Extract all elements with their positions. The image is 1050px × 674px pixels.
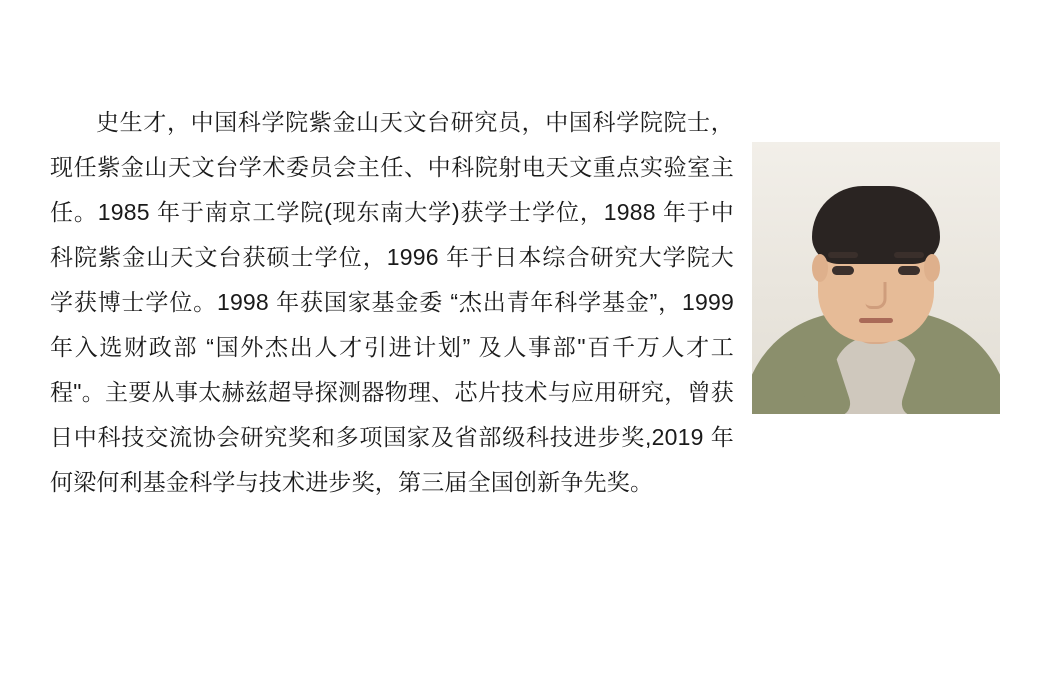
portrait-nose — [866, 282, 887, 309]
portrait-eye-right — [898, 266, 920, 275]
portrait-eye-left — [832, 266, 854, 275]
portrait-eyebrow-left — [828, 252, 858, 258]
portrait-ear-right — [924, 254, 940, 282]
portrait-photo — [752, 142, 1000, 414]
portrait-mouth — [859, 318, 893, 323]
portrait-shirt — [833, 336, 919, 414]
portrait-eyebrow-right — [894, 252, 924, 258]
portrait-ear-left — [812, 254, 828, 282]
biography-block — [50, 100, 1000, 505]
biography-paragraph: 史生才，中国科学院紫金山天文台研究员，中国科学院院士，现任紫金山天文台学术委员会主任、中科院射电天文重点实验室主任。1985 年于南京工学院(现东南大学)获学士学位，1988 年于中科院紫金山天文台获硕士学位，1996 年于日本综合研究大学院大学获博士学位。1998 年获国家基金委 “杰出青年科学基金”，1999 年入选财政部 “国外杰出人才引进计划” 及人事部"百千万人才工程"。主要从事太赫兹超导探测器物理、芯片技术与应用研究，曾获日中科技交流协会研究奖和多项国家及省部级科技进步奖,2019 年何梁何利基金科学与技术进步奖，第三届全国创新争先奖。 — [50, 109, 734, 495]
